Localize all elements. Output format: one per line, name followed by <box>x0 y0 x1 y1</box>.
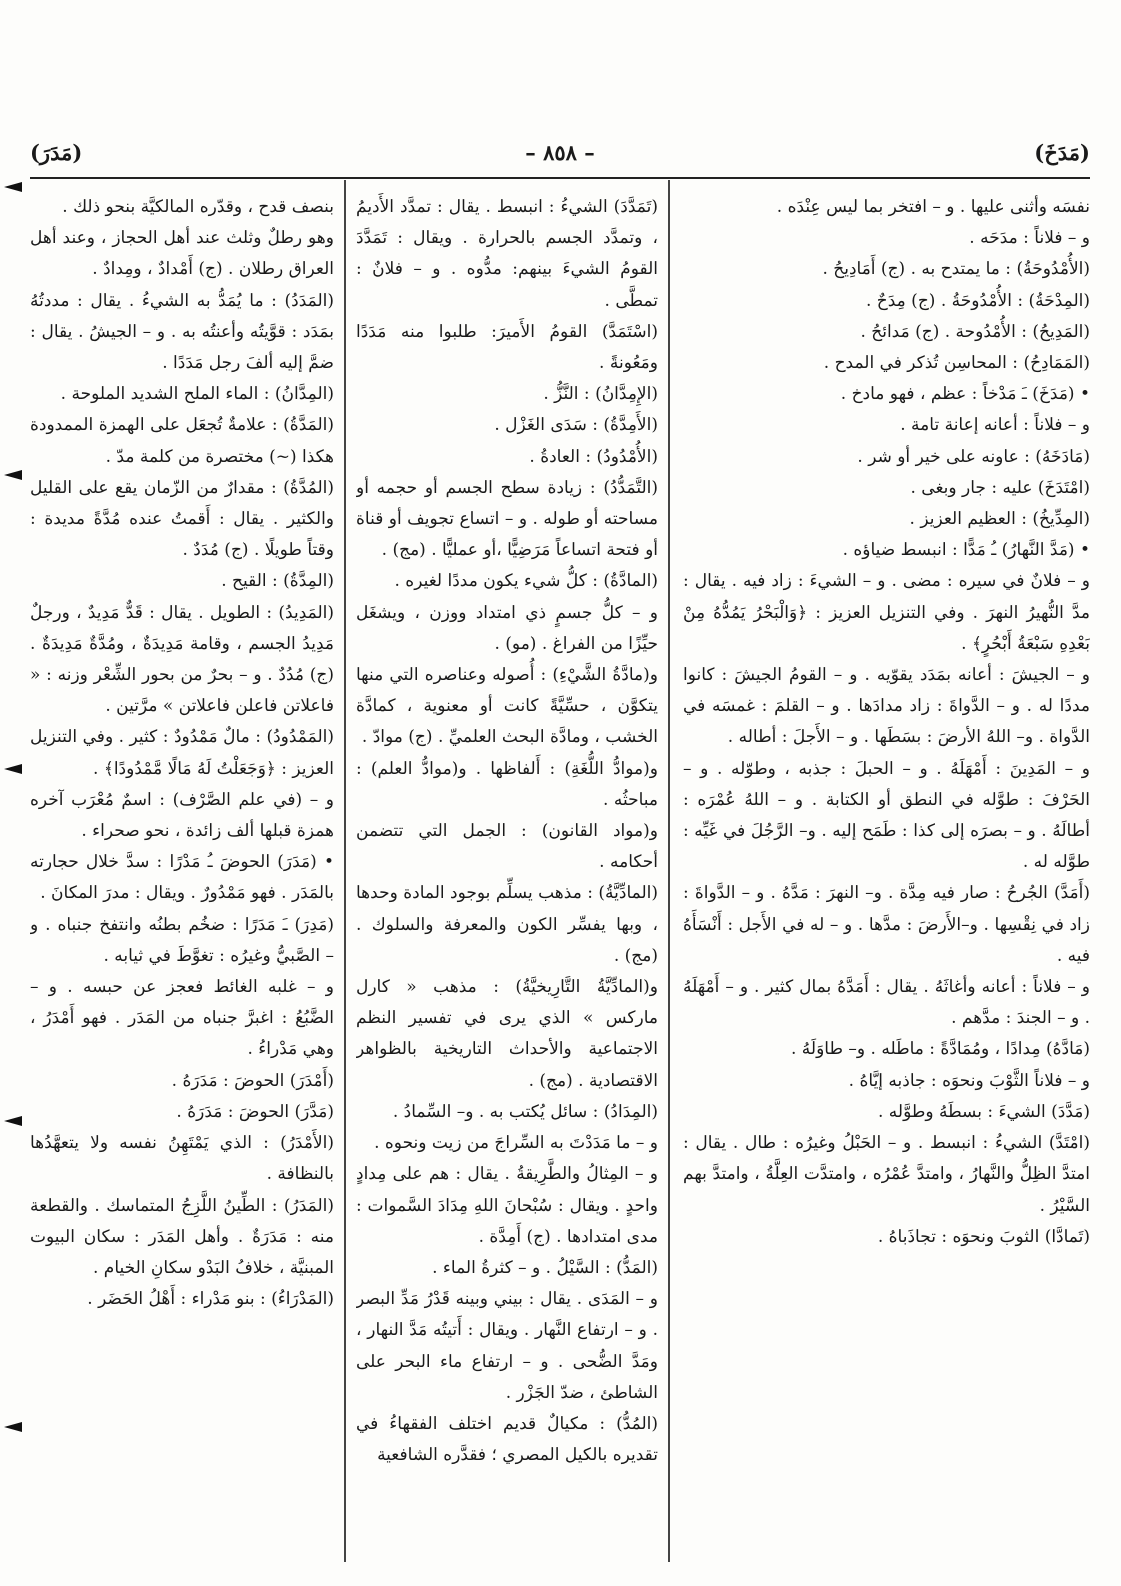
page-number: – ٨٥٨ – <box>525 140 595 165</box>
entry: (مَادَّهُ) مِدادًا ، ومُمَادَّةً : ماطَله . و– طاوَلَهُ . <box>790 1039 1090 1060</box>
entry: (المَدْرَاءُ) : بنو مَدْراء : أَهْلُ الحَضَر . <box>87 1289 334 1310</box>
entry: (الأُمْدُوحَةُ) : ما يمتدح به . (ج) أَمَادِيحُ . <box>822 259 1090 280</box>
entry: (المَدَرُ) : الطِّينُ اللَّزِجُ المتماسك . والقطعة منه : مَدَرَةٌ . وأهل المَدَر : سكان البيوت المبنيَّة ، خلافُ البَدْو سكانِ الخيام . <box>30 1195 334 1278</box>
entry: و(المادِّيَّةُ التَّارِيخيَّةُ) : مذهب « كارل ماركس » الذي يرى في تفسير النظم الاجتماعية والأحداث التاريخية بالظواهر الاقتصادية . (مج) . <box>356 977 658 1091</box>
entry: (اسْتَمَدَّ) القومُ الأَميرَ: طلبوا منه مَدَدًا ومَعُونةً . <box>356 321 658 374</box>
entry: و – المَدِينَ : أَمْهَلَهُ . و – الحبلَ : جذبه ، وطوّله . و – الحَرْفَ : طوَّله في النطق أو الكتابة . و – اللهُ عُمْرَه : أطالَهُ . و – بصرَه إلى كذا : طَمَح إليه . و– الرَّجُلَ في غَيِّه : طوَّله له . <box>683 758 1090 873</box>
entry: (أَمَدَّ) الجُرحُ : صار فيه مِدَّة . و– النهرَ : مَدَّهُ . و – الدَّواةَ : زاد في نِقْسِها . و–الأَرضَ : مدَّها . و – له في الأَجل : أَنْسَأَهُ فيه . <box>683 883 1090 966</box>
column-middle <box>356 192 658 1562</box>
header-right-word: (مَدَخَ) <box>1034 140 1090 165</box>
entry: (مَدَّدَ) الشيءَ : بسطَهُ وطوَّله . <box>877 1101 1090 1122</box>
entry: (الإِمِدَّانُ) : النَّزُّ . <box>543 384 658 405</box>
entry: و – المِثالُ والطَّرِيقةُ . يقال : هم على مِدادٍ واحدٍ . ويقال : سُبْحانَ اللهِ مِدَادَ السَّموات : مدى امتدادها . (ج) أَمِدَّة . <box>356 1164 658 1247</box>
entry: و – فلاناً : مدَحَه . <box>969 228 1090 249</box>
entry: (المِدِّيخُ) : العظيم العزيز . <box>909 509 1090 530</box>
entry: (المِدَّةُ) : القيح . <box>221 571 334 592</box>
entry: (الأُمْدُودُ) : العادةُ . <box>529 446 658 467</box>
entry: (المِدَادُ) : سائل يُكتب به . و– السِّمادُ . <box>392 1101 658 1122</box>
entry: (الأَمِدَّةُ) : سَدَى الغَزْل . <box>494 415 658 436</box>
margin-arrow-icon <box>4 1422 22 1432</box>
entry: و – كلُّ جسمٍ ذي امتداد ووزن ، ويشغَل حيِّزًا من الفراغ . (مو) . <box>356 602 658 654</box>
entry: و – فلاناً : أعانه إعانة تامة . <box>900 415 1090 436</box>
entry: (المَدَّةُ) : علامةٌ تُجعَل على الهمزة الممدودة هكذا (~) مختصرة من كلمة مدّ . <box>30 415 334 467</box>
entry: بنصف قدح ، وقدّره المالكيَّة بنحو ذلك . <box>62 197 334 217</box>
column-divider <box>344 180 346 1562</box>
entry: (المَمْدُودُ) : مالٌ مَمْدُودٌ : كثير . وفي التنزيل العزيز : ﴿وَجَعَلْتُ لَهُ مَالًا مَّمْدُودًا﴾ . <box>30 727 334 779</box>
entry: (مَدِرَ) ـَ مَدَرًا : ضخُم بطنُه وانتفخ جنباه . و – الصَّبيُّ وغيرُه : تغوَّطَ في ثيابه . <box>30 914 334 966</box>
entry: • (مَدَخَ) ـَ مَدْخاً : عظم ، فهو مادخ . <box>840 384 1090 405</box>
entry: (المِدْحَةُ) : الأُمْدُوحَةُ . (ج) مِدَحٌ . <box>865 290 1090 311</box>
margin-arrow-icon <box>4 182 22 192</box>
entry: (المُدَّةُ) : مقدارٌ من الزّمان يقع على القليل والكثير . يقال : أَقمتُ عنده مُدَّةً مديدة : وقتاً طويلًا . (ج) مُدَدٌ . <box>30 477 334 561</box>
entry: (المَدِيحُ) : الأُمْدُوحة . (ج) مَدائحُ . <box>860 321 1090 342</box>
page-header <box>30 140 1090 180</box>
column-right <box>683 192 1090 1562</box>
entry: و – (في علم الصَّرْف) : اسمٌ مُعْرَب آخره همزة قبلها ألف زائدة ، نحو صحراء . <box>30 789 334 842</box>
entry: (المَدَدُ) : ما يُمَدُّ به الشيءُ . يقال : مددتُهُ بمَدَد : قوَّيتُه وأعنتُه به . و – الجيشُ . يقال : ضمَّ إليه ألفَ رجل مَدَدًا . <box>30 290 334 374</box>
entry: (مَادَخَهُ) : عاونه على خير أو شر . <box>857 446 1090 467</box>
entry: (التَّمَدُّدُ) : زيادة سطح الجسم أو حجمه أو مساحته أو طوله . و – اتساع تجويف أو قناة أو فتحة اتساعاً مَرَضِيًّا ،أو عمليًّا . (مج) . <box>356 477 658 561</box>
column-divider <box>668 180 670 1562</box>
margin-arrow-icon <box>4 764 22 774</box>
entry: (المَدِيدُ) : الطويل . يقال : قَدٌّ مَدِيدٌ ، ورجلٌ مَدِيدُ الجسم ، وقامة مَدِيدَةٌ ، ومُدَّةٌ مَدِيدَةٌ . (ج) مُدُدٌ . و – بحرٌ من بحور الشِّعْر وزنه : « فاعلاتن فاعلن فاعلاتن » مرَّتين . <box>30 602 334 717</box>
entry: و(موادُّ اللُّغَةِ) : أَلفاظها . و(موادُّ العلم) : مباحثُه . <box>356 758 658 810</box>
entry: (المادَّةُ) : كلُّ شيء يكون مددًا لغيره . <box>394 571 658 592</box>
column-left <box>30 192 334 1562</box>
entry: و – ما مَدَدْتَ به السِّراجَ من زيت ونحوه . <box>374 1133 658 1154</box>
entry: (مَدَّرَ) الحوضَ : مَدَرَهُ . <box>176 1101 334 1122</box>
entry: (المُدُّ) : مكيالٌ قديم اختلف الفقهاءُ في تقديره بالكيل المصري ؛ فقدَّره الشافعية <box>356 1413 658 1466</box>
entry: (أَمْدَرَ) الحوضَ : مَدَرَهُ . <box>171 1070 334 1091</box>
entry: و – الجيشَ : أعانه بمَدَد يقوّيه . و – القومُ الجيشَ : كانوا مددًا له . و – الدَّواةَ : زاد مدادَها . و – القلمَ : غمسَه في الدَّواة . و– اللهُ الأرضَ : بسَطَها . و – الأَجلَ : أطاله . <box>683 665 1090 748</box>
entry: و – فلاناً الثَّوْبَ ونحوَه : جاذبه إيَّاهُ . <box>848 1070 1090 1091</box>
entry: (امْتَدَخَ) عليه : جار وبغى . <box>910 477 1090 498</box>
entry: و – غلبه الغائط فعجز عن حبسه . و – الضَّبُعُ : اغبرَّ جنباه من المَدَر . فهو أَمْدَرُ ، وهي مَدْراءُ . <box>30 977 334 1060</box>
entry: (المادِّيَّةُ) : مذهب يسلِّم بوجود المادة وحدها ، وبها يفسِّر الكون والمعرفة والسلوك . (مج) . <box>356 883 658 966</box>
header-rule <box>30 177 1090 179</box>
entry: (المِدَّانُ) : الماء الملح الشديد الملوحة . <box>60 384 334 405</box>
margin-arrow-icon <box>4 470 22 480</box>
entry: • (مَدَّ النَّهارُ) ـُ مَدًّا : انبسط ضياؤه . <box>842 540 1090 561</box>
entry: نفسَه وأثنى عليها . و – افتخر بما ليس عِنْدَه . <box>776 197 1090 217</box>
entry: • (مَدَرَ) الحوضَ ـُ مَدْرًا : سدَّ خلال حجارته بالمَدَر . فهو مَمْدُورٌ . ويقال : مدرَ المكانَ . <box>30 852 334 904</box>
entry: (امْتَدَّ) الشيءُ : انبسط . و – الحَبْلُ وغيرُه : طال . يقال : امتدَّ الظِلُّ والنَّهارُ ، وامتدَّ عُمْرُه ، وامتدَّت العِلَّةُ ، وامتدَّ بهم السَّيْرُ . <box>683 1133 1090 1216</box>
margin-arrow-icon <box>4 1116 22 1126</box>
entry: و – المَدَى . يقال : بيني وبينه قَدْرُ مَدِّ البصر . و – ارتفاع النَّهار . ويقال : أَتيتُه مَدَّ النهار ، ومَدَّ الضُّحى . و – ارتفاع ماء البحر على الشاطئ ، ضدّ الجَزْر . <box>356 1289 658 1403</box>
entry: (الأَمْدَرُ) : الذي يَمْتَهِنُ نفسه ولا يتعهَّدُها بالنظافة . <box>30 1133 334 1185</box>
entry: و(مادَّةُ الشَّيْءِ) : أُصوله وعناصره التي منها يتكوَّن ، حسِّيَّةً كانت أو معنوية ، كمادَّة الخشب ، ومادَّة البحث العلميِّ . (ج) موادّ . <box>356 665 658 748</box>
entry: و – فلاناً : أعانه وأغاثَهُ . يقال : أَمَدَّهُ بمال كثير . و – أَمْهَلَهُ . و – الجندَ : مدَّهم . <box>683 977 1090 1029</box>
header-left-word: (مَدَرَ) <box>30 140 83 165</box>
entry: وهو رطلٌ وثلث عند أهل الحجاز ، وعند أهل العراق رطلان . (ج) أَمْدادٌ ، ومِدادٌ . <box>30 228 334 280</box>
entry: و – فلانٌ في سيره : مضى . و – الشيءَ : زاد فيه . يقال : مدَّ النُّهيرُ النهرَ . وفي التنزيل العزيز : ﴿وَالْبَحْرُ يَمُدُّهُ مِنْ بَعْدِهِ سَبْعَةُ أَبْحُرٍ﴾ . <box>683 571 1090 654</box>
entry: و(مواد القانون) : الجمل التي تتضمن أحكامه . <box>356 821 658 873</box>
entry: (تَمادَّا) الثوبَ ونحوَه : تجاذَباهُ . <box>877 1226 1090 1247</box>
entry: (المَمَادِحُ) : المحاسِن تُذكر في المدح . <box>823 353 1090 374</box>
entry: (تَمَدَّدَ) الشيءُ : انبسط . يقال : تمدَّد الأَديمُ ، وتمدَّد الجسم بالحرارة . ويقال : تَمَدَّدَ القومُ الشيءَ بينهم: مدُّوه . و – فلانٌ : تمطَّى . <box>356 197 658 311</box>
entry: (المَدُّ) : السَّيْلُ . و – كثرةُ الماء . <box>432 1257 658 1278</box>
